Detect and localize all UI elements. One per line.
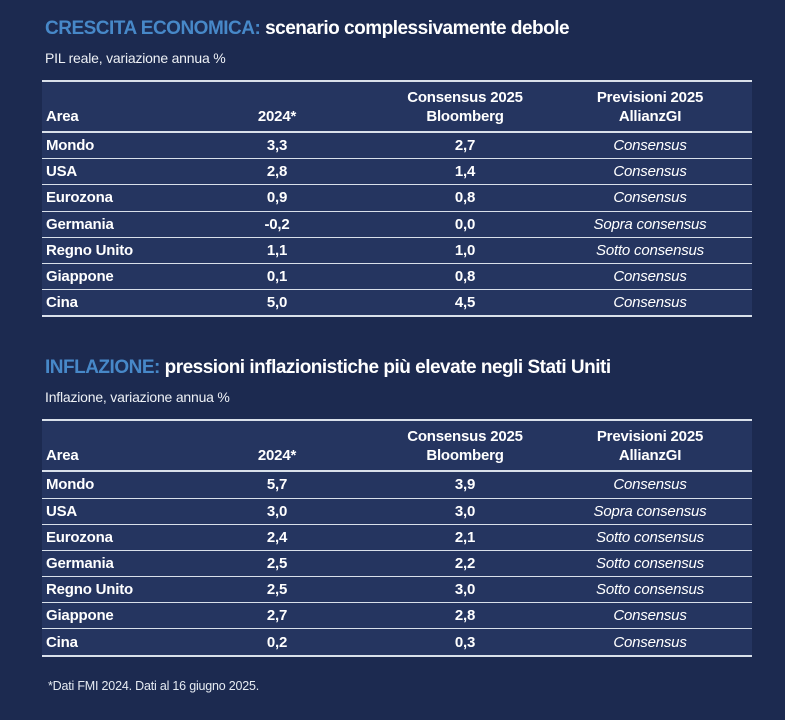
previsione-cell: Consensus [613,476,687,494]
previsione-cell: Consensus [613,189,687,207]
area-cell: Giappone [46,268,114,286]
growth-table [42,80,752,317]
area-cell: Regno Unito [46,241,133,259]
table-row [42,212,752,238]
consensus-2025-cell: 0,8 [454,268,476,286]
consensus-2025-cell: 0,8 [454,189,476,207]
section-subtitle: PIL reale, variazione annua % [45,50,226,66]
header-previsioni-2025-allianzgi: Previsioni 2025 AllianzGI [596,428,704,465]
area-cell: Eurozona [46,189,113,207]
previsione-cell: Consensus [613,607,687,625]
area-cell: Mondo [46,476,95,494]
area-cell: USA [46,502,78,520]
table-row [42,290,752,315]
value-2024-cell: 0,1 [266,268,288,286]
consensus-2025-cell: 2,1 [454,528,476,546]
value-2024-cell: 0,9 [266,189,288,207]
consensus-2025-cell: 1,0 [454,241,476,259]
area-cell: Germania [46,554,114,572]
previsione-cell: Consensus [613,137,687,155]
header-consensus-2025-bloomberg: Consensus 2025 Bloomberg [407,428,523,465]
consensus-2025-cell: 0,3 [454,633,476,651]
table-row [42,551,752,577]
header-area: Area [46,447,79,465]
table-row [42,525,752,551]
area-cell: Mondo [46,137,95,155]
area-cell: Cina [46,294,78,312]
previsione-cell: Sotto consensus [596,554,704,572]
value-2024-cell: 2,5 [266,554,288,572]
previsione-cell: Consensus [613,294,687,312]
consensus-2025-cell: 0,0 [454,215,476,233]
table-row [42,629,752,654]
consensus-2025-cell: 4,5 [454,294,476,312]
area-cell: Regno Unito [46,581,133,599]
consensus-2025-cell: 2,8 [454,607,476,625]
value-2024-cell: 2,5 [266,581,288,599]
consensus-2025-cell: 3,0 [454,581,476,599]
area-cell: USA [46,163,78,181]
table-row [42,603,752,629]
consensus-2025-cell: 1,4 [454,163,476,181]
value-2024-cell: 3,3 [266,137,288,155]
value-2024-cell: -0,2 [264,215,290,233]
header-consensus-2025-bloomberg: Consensus 2025 Bloomberg [407,89,523,125]
previsione-cell: Consensus [613,163,687,181]
consensus-2025-cell: 3,0 [454,502,476,520]
value-2024-cell: 5,7 [266,476,288,494]
previsione-cell: Consensus [613,268,687,286]
section-inflazione [42,355,752,656]
section-title-rest: pressioni inflazionistiche più elevate negli Stati Uniti [164,357,611,379]
consensus-2025-cell: 2,7 [454,137,476,155]
area-cell: Cina [46,633,78,651]
footnote: *Dati FMI 2024. Dati al 16 giugno 2025. [48,678,260,693]
value-2024-cell: 5,0 [266,294,288,312]
table-row [42,264,752,290]
previsione-cell: Sotto consensus [596,581,704,599]
inflation-table [42,419,752,656]
consensus-2025-cell: 2,2 [454,554,476,572]
header-2024: 2024* [257,108,297,125]
section-title-rest: scenario complessivamente debole [265,18,570,39]
table-row [42,472,752,498]
header-2024: 2024* [257,447,297,465]
table-row [42,133,752,159]
previsione-cell: Sopra consensus [593,215,707,233]
section-title-accent: INFLAZIONE: [45,357,160,379]
consensus-2025-cell: 3,9 [454,476,476,494]
area-cell: Giappone [46,607,114,625]
header-previsioni-2025-allianzgi: Previsioni 2025 AllianzGI [596,89,704,125]
section-title [45,16,752,42]
value-2024-cell: 1,1 [266,241,288,259]
table-header-row [42,82,752,133]
area-cell: Germania [46,215,114,233]
section-title [45,355,752,381]
previsione-cell: Sotto consensus [596,528,704,546]
previsione-cell: Sopra consensus [593,502,707,520]
table-row [42,238,752,264]
section-crescita-economica [42,16,752,317]
previsione-cell: Sotto consensus [596,241,704,259]
table-row [42,499,752,525]
section-subtitle: Inflazione, variazione annua % [45,389,230,406]
header-area: Area [46,108,79,125]
table-row [42,577,752,603]
value-2024-cell: 2,7 [266,607,288,625]
previsione-cell: Consensus [613,633,687,651]
section-title-accent: CRESCITA ECONOMICA: [45,18,261,39]
value-2024-cell: 2,8 [266,163,288,181]
table-row [42,159,752,185]
table-header-row [42,421,752,472]
area-cell: Eurozona [46,528,113,546]
value-2024-cell: 2,4 [266,528,288,546]
table-row [42,185,752,211]
value-2024-cell: 0,2 [266,633,288,651]
value-2024-cell: 3,0 [266,502,288,520]
